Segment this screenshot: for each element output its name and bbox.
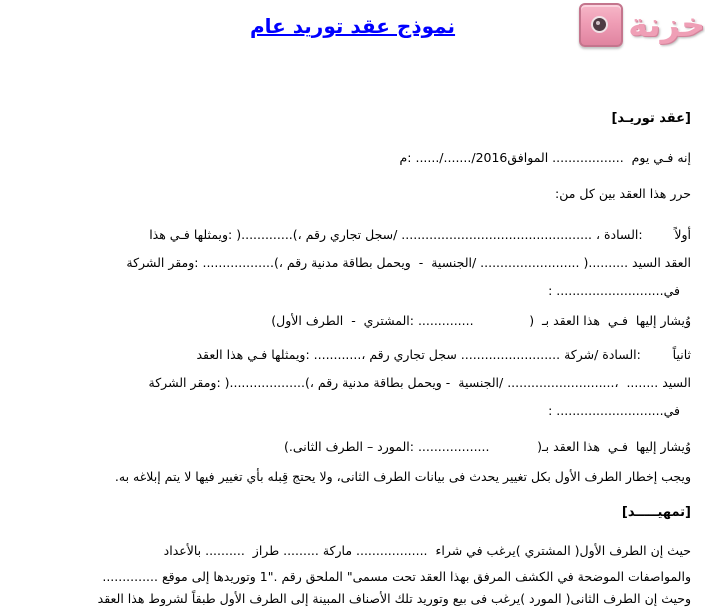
party1-line3: في........................... :	[548, 283, 680, 298]
contract-heading: [عقد توريـد]	[611, 111, 691, 126]
party2-line1: ثانياً :السادة /شركة ......................... سجل تجاري رقم ،............ :ويمثلها فـي هذا العقد	[196, 347, 691, 362]
date-line: إنه فـي يوم .................. الموافق2016/......./...... :م	[399, 150, 691, 165]
preamble-line2: والمواصفات الموضحة في الكشف المرفق بهذا العقد تحت مسمى" الملحق رقم ."1 وتوريدها إلى موقع ..............	[102, 569, 691, 584]
preamble-line1: حيث إن الطرف الأول( المشتري )يرغب في شراء .................. ماركة ......... طراز .......... بالأعداد	[163, 543, 691, 558]
party2-line3: في........................... :	[548, 403, 680, 418]
party1-line1: أولاً :السادة ، ................................................ /سجل تجاري رقم ،).............( :ويمثلها فـي هذا	[149, 227, 691, 242]
document-title-link[interactable]: نموذج عقد توريد عام	[249, 14, 456, 38]
party2-line2: السيد ........ ،........................... /الجنسية - ويحمل بطاقة مدنية رقم ،)...................( :ومقر الشركة	[148, 375, 691, 390]
parties-intro-line: حرر هذا العقد بين كل من:	[555, 186, 691, 201]
logo-wordmark: خزنة	[628, 5, 705, 44]
preamble-heading: [تمهيـــــد]	[621, 505, 691, 520]
party1-reference-line: وُيشار إليها فـي هذا العقد بـ ( .............. :المشتري - الطرف الأول)	[271, 313, 691, 328]
party1-line2: العقد السيد ..........( ......................... /الجنسية - ويحمل بطاقة مدنية رقم ،).................. :ومقر الشركة	[126, 255, 691, 270]
change-notice-line: ويجب إخطار الطرف الأول بكل تغيير يحدث فى بيانات الطرف الثانى، ولا يحتج قِبله بأي تغيير فيها لا يتم إبلاغه به.	[114, 469, 691, 484]
clipped-bottom-line: وحيث إن الطرف الثانى( المورد )يرغب فى بيع وتوريد تلك الأصناف المبينة إلى الطرف الأول طبقاً لشروط هذا العقد	[97, 591, 691, 606]
party2-reference-line: وُيشار إليها فـي هذا العقد بـ( .................. :المورد – الطرف الثانى.)	[284, 439, 691, 454]
